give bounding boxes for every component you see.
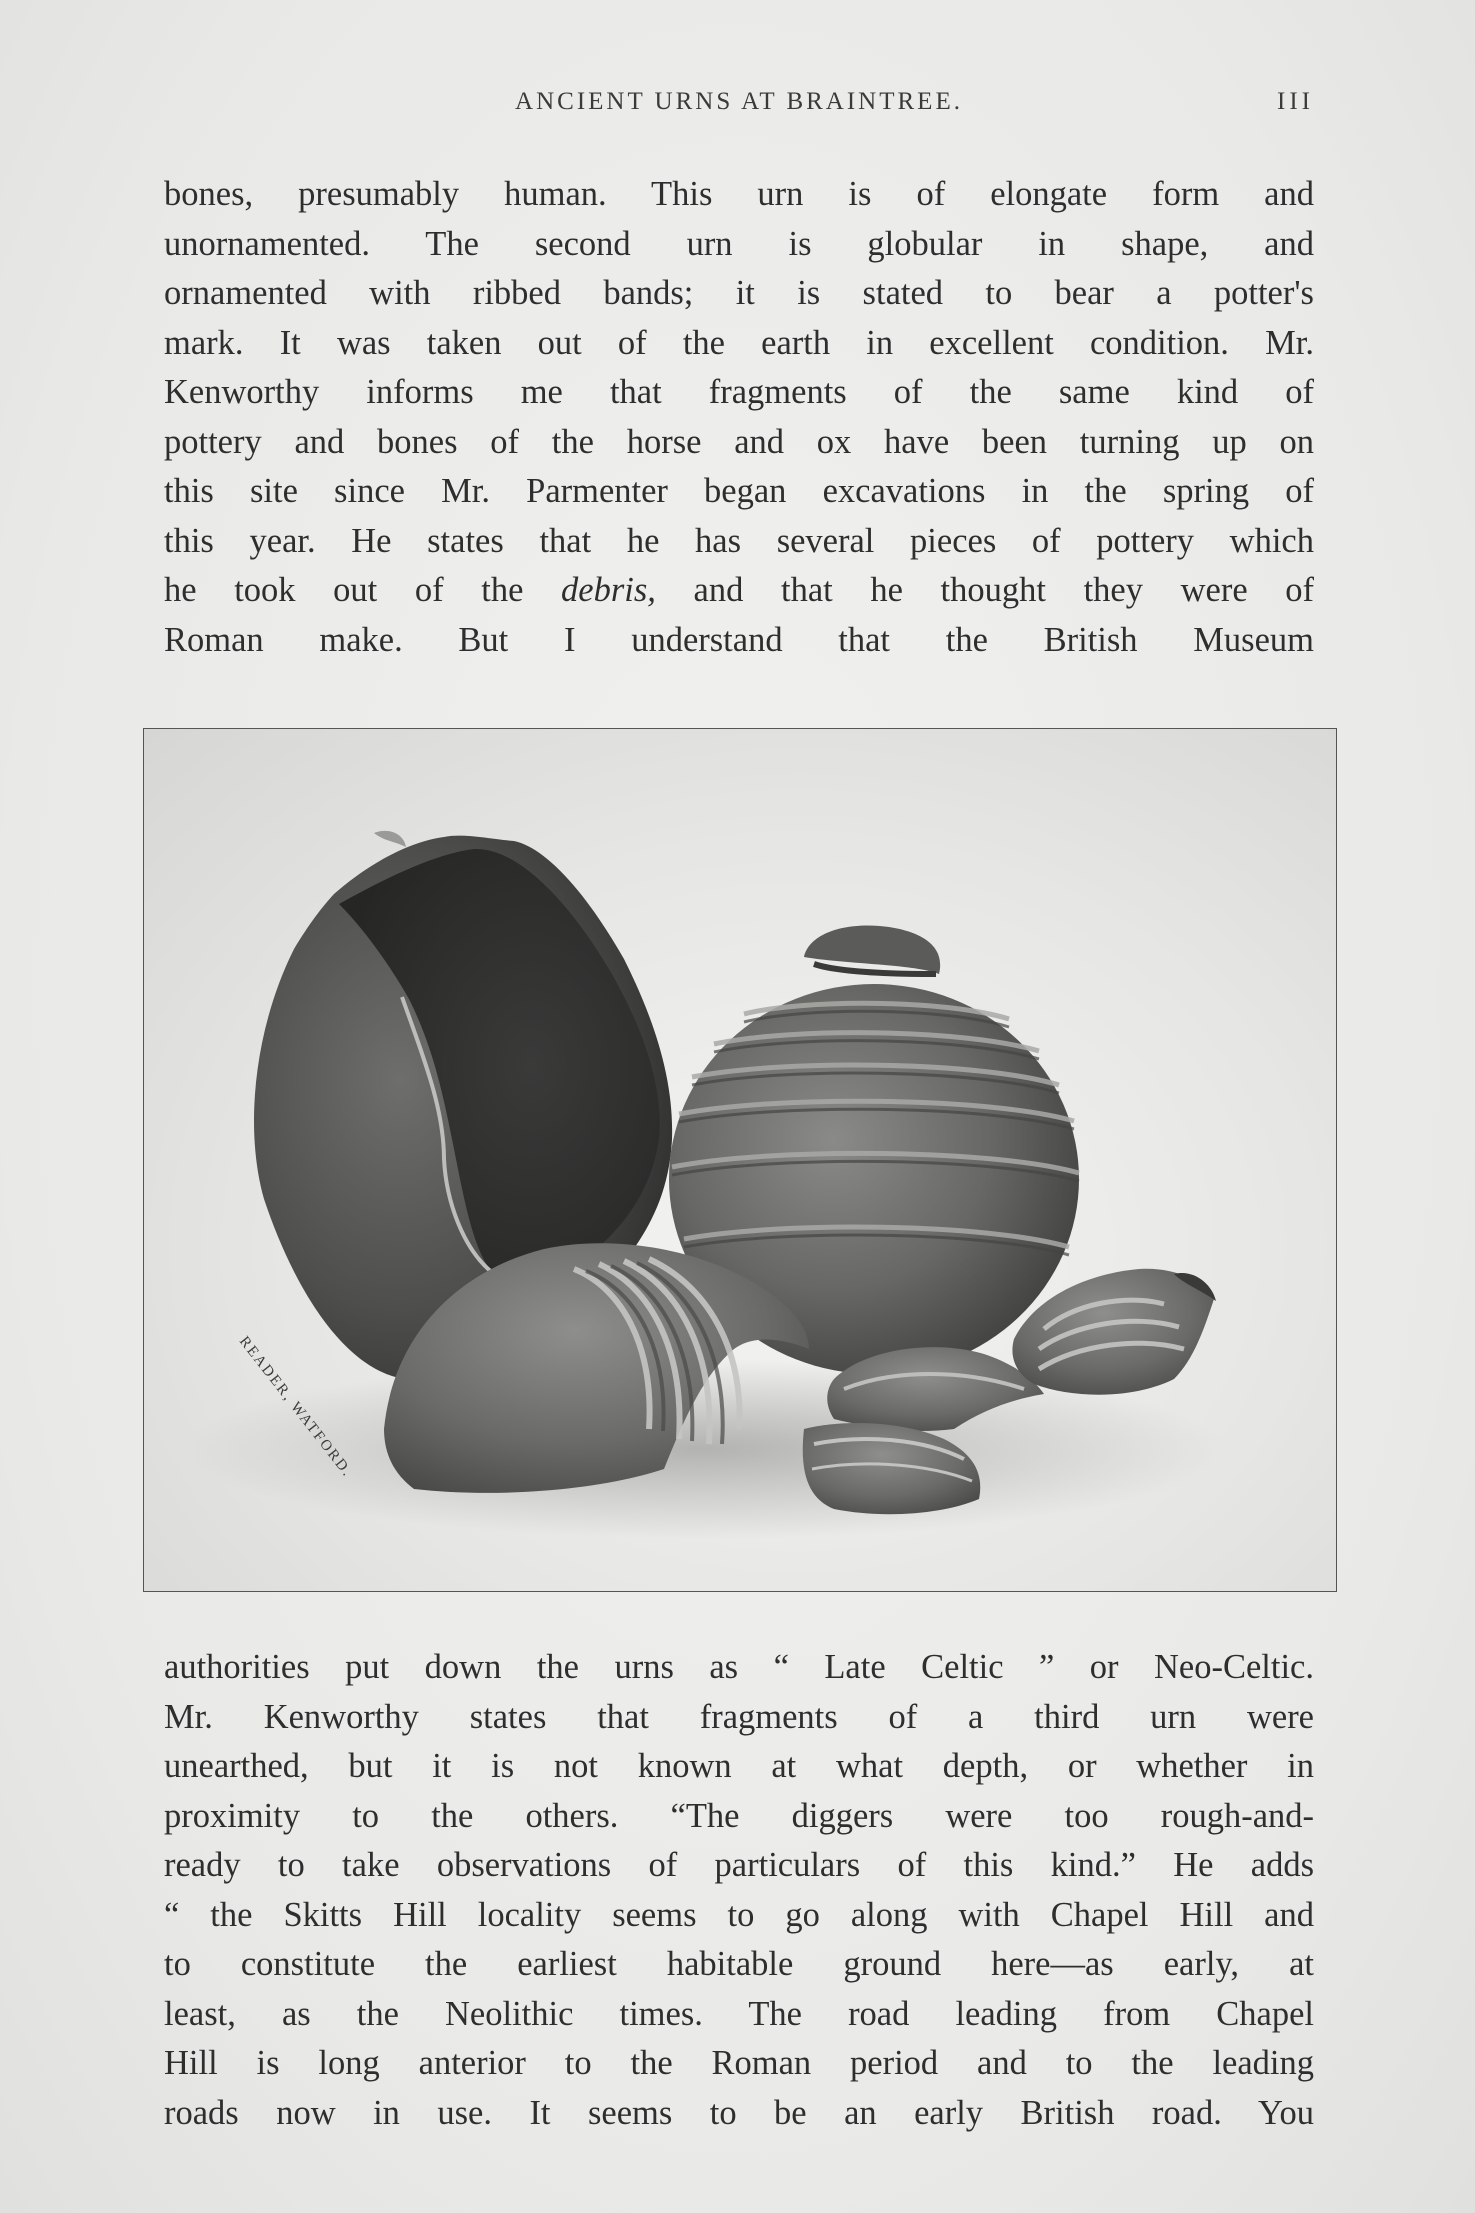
engraver-mark: READER, WATFORD.: [235, 1333, 356, 1481]
text-line: bones, presumably human. This urn is of elongate form and: [164, 175, 1314, 213]
paragraph-bottom: [164, 1643, 1314, 2138]
urns-illustration: [144, 729, 1336, 1591]
text-line: Mr. Kenworthy states that fragments of a third urn were: [164, 1697, 1314, 1736]
text-line-with-italic: [164, 566, 1314, 616]
text-line: mark. It was taken out of the earth in excellent condition. Mr.: [164, 323, 1314, 362]
paragraph-top: [164, 170, 1314, 665]
running-title: ANCIENT URNS AT BRAINTREE.: [515, 88, 963, 115]
text-line: ready to take observations of particulars of this kind.” He adds: [164, 1846, 1314, 1884]
text-line: Hill is long anterior to the Roman period and to the leading: [164, 2044, 1314, 2082]
text-line: unearthed, but it is not known at what depth, or whether in: [164, 1747, 1314, 1785]
text-line: pottery and bones of the horse and ox have been turning up on: [164, 422, 1314, 461]
text-segment: he took out of the: [164, 571, 524, 609]
page-number: III: [1277, 88, 1314, 115]
urns-photograph: [143, 728, 1337, 1592]
text-line: authorities put down the urns as “ Late Celtic ” or Neo-Celtic.: [164, 1648, 1314, 1686]
text-line: ornamented with ribbed bands; it is stated to bear a potter's: [164, 274, 1314, 312]
text-line: least, as the Neolithic times. The road leading from Chapel: [164, 1994, 1314, 2033]
italic-word-debris: debris,: [561, 571, 656, 609]
text-line: this site since Mr. Parmenter began excavations in the spring of: [164, 472, 1314, 510]
text-line: Kenworthy informs me that fragments of the same kind of: [164, 373, 1314, 411]
running-head: [164, 88, 1314, 128]
text-line: “ the Skitts Hill locality seems to go along with Chapel Hill and: [164, 1895, 1314, 1934]
text-line: to constitute the earliest habitable ground here—as early, at: [164, 1945, 1314, 1983]
text-line: roads now in use. It seems to be an early British road. You: [164, 2093, 1314, 2132]
text-line: unornamented. The second urn is globular in shape, and: [164, 224, 1314, 263]
text-line: this year. He states that he has several pieces of pottery which: [164, 521, 1314, 560]
text-segment: and that he thought they were of: [693, 571, 1315, 609]
text-line: Roman make. But I understand that the British Museum: [164, 620, 1314, 659]
text-line: proximity to the others. “The diggers were too rough-and-: [164, 1796, 1314, 1835]
